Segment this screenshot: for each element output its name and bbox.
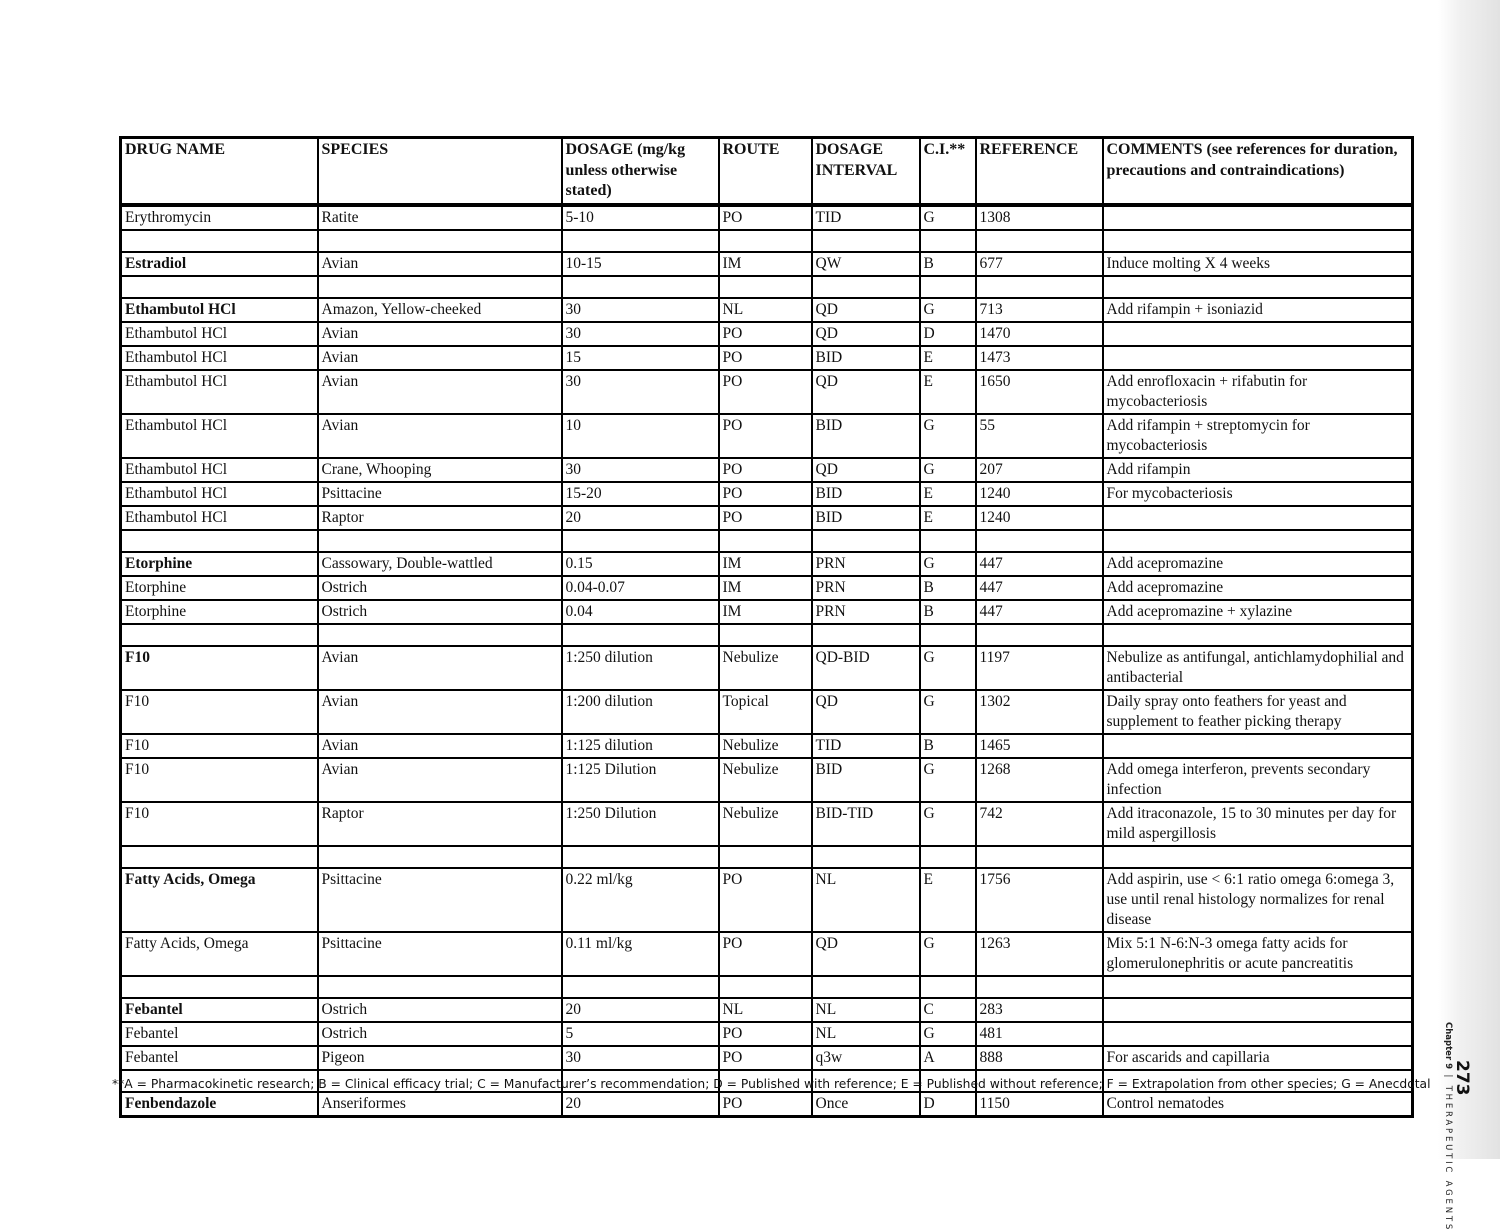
cell-route: PO <box>719 932 812 976</box>
cell-reference: 55 <box>976 414 1103 458</box>
cell-reference: 888 <box>976 1046 1103 1070</box>
cell-reference: 481 <box>976 1022 1103 1046</box>
table-row <box>121 1092 1413 1117</box>
cell-ci <box>920 276 976 298</box>
cell-comments: Add aspirin, use < 6:1 ratio omega 6:omega 3, use until renal histology normalizes for renal disease <box>1103 868 1413 932</box>
cell-reference: 1150 <box>976 1092 1103 1117</box>
header-route: ROUTE <box>719 138 812 205</box>
cell-reference: 1650 <box>976 370 1103 414</box>
cell-dosage: 10-15 <box>562 252 719 276</box>
table-row-spacer <box>121 530 1413 552</box>
cell-reference: 447 <box>976 600 1103 624</box>
header-dosage-interval: DOSAGE INTERVAL <box>812 138 920 205</box>
cell-species: Ostrich <box>318 998 562 1022</box>
cell-drug-name: Febantel <box>121 1046 318 1070</box>
table-body <box>121 205 1413 1117</box>
chapter-separator: | <box>1443 1069 1453 1086</box>
cell-route: PO <box>719 346 812 370</box>
cell-drug-name: Fatty Acids, Omega <box>121 868 318 932</box>
cell-dosage-interval <box>812 230 920 252</box>
cell-reference <box>976 230 1103 252</box>
table-row <box>121 346 1413 370</box>
table-row <box>121 868 1413 932</box>
cell-ci: B <box>920 734 976 758</box>
cell-species: Avian <box>318 370 562 414</box>
cell-reference: 1263 <box>976 932 1103 976</box>
cell-route: PO <box>719 1046 812 1070</box>
cell-dosage: 5 <box>562 1022 719 1046</box>
cell-dosage-interval: QD-BID <box>812 646 920 690</box>
table-row <box>121 932 1413 976</box>
cell-ci <box>920 230 976 252</box>
chapter-side-label <box>1443 1022 1453 1232</box>
cell-dosage <box>562 530 719 552</box>
table-row <box>121 552 1413 576</box>
cell-route: Nebulize <box>719 734 812 758</box>
cell-comments: Induce molting X 4 weeks <box>1103 252 1413 276</box>
cell-ci: E <box>920 346 976 370</box>
cell-comments: Add rifampin + streptomycin for mycobacteriosis <box>1103 414 1413 458</box>
cell-comments: For mycobacteriosis <box>1103 482 1413 506</box>
cell-reference <box>976 976 1103 998</box>
table-row <box>121 576 1413 600</box>
cell-ci: E <box>920 370 976 414</box>
cell-dosage <box>562 976 719 998</box>
table-row <box>121 646 1413 690</box>
cell-drug-name: F10 <box>121 802 318 846</box>
cell-reference: 1756 <box>976 868 1103 932</box>
cell-comments <box>1103 530 1413 552</box>
cell-species: Crane, Whooping <box>318 458 562 482</box>
cell-species: Ostrich <box>318 600 562 624</box>
cell-ci: E <box>920 482 976 506</box>
cell-dosage: 30 <box>562 298 719 322</box>
ci-legend-footnote: **A = Pharmacokinetic research; B = Clinical efficacy trial; C = Manufacturer’s recommendation; D = Published with reference; E = Published without reference; F = Extrapolation from other species; G = Anecdotal <box>112 1077 1431 1091</box>
cell-reference: 1240 <box>976 482 1103 506</box>
cell-drug-name: Febantel <box>121 998 318 1022</box>
cell-dosage: 15-20 <box>562 482 719 506</box>
cell-dosage-interval: BID <box>812 482 920 506</box>
cell-drug-name: F10 <box>121 690 318 734</box>
cell-dosage-interval: QW <box>812 252 920 276</box>
cell-reference: 1465 <box>976 734 1103 758</box>
cell-species: Cassowary, Double-wattled <box>318 552 562 576</box>
cell-route: NL <box>719 998 812 1022</box>
table-row <box>121 322 1413 346</box>
cell-route: PO <box>719 506 812 530</box>
cell-drug-name <box>121 624 318 646</box>
cell-species: Avian <box>318 646 562 690</box>
cell-ci: G <box>920 932 976 976</box>
cell-route: PO <box>719 482 812 506</box>
cell-dosage: 10 <box>562 414 719 458</box>
chapter-section-title: THERAPEUTIC AGENTS <box>1443 1085 1453 1232</box>
cell-comments: Nebulize as antifungal, antichlamydophilial and antibacterial <box>1103 646 1413 690</box>
cell-species: Avian <box>318 414 562 458</box>
cell-dosage-interval: BID <box>812 758 920 802</box>
cell-comments <box>1103 734 1413 758</box>
cell-species <box>318 230 562 252</box>
cell-species: Psittacine <box>318 868 562 932</box>
cell-drug-name <box>121 276 318 298</box>
cell-route <box>719 276 812 298</box>
cell-route: PO <box>719 205 812 230</box>
cell-comments: For ascarids and capillaria <box>1103 1046 1413 1070</box>
table-row <box>121 600 1413 624</box>
cell-dosage: 15 <box>562 346 719 370</box>
cell-dosage: 30 <box>562 458 719 482</box>
cell-comments <box>1103 1022 1413 1046</box>
cell-ci: B <box>920 252 976 276</box>
cell-ci: G <box>920 298 976 322</box>
cell-route <box>719 976 812 998</box>
cell-species <box>318 624 562 646</box>
cell-dosage-interval <box>812 846 920 868</box>
chapter-number: Chapter 9 <box>1443 1022 1453 1070</box>
cell-dosage-interval: PRN <box>812 552 920 576</box>
cell-drug-name: Etorphine <box>121 600 318 624</box>
cell-ci: G <box>920 414 976 458</box>
cell-reference: 207 <box>976 458 1103 482</box>
cell-dosage: 0.22 ml/kg <box>562 868 719 932</box>
cell-ci: G <box>920 646 976 690</box>
table-row-spacer <box>121 624 1413 646</box>
cell-comments: Add rifampin + isoniazid <box>1103 298 1413 322</box>
cell-dosage <box>562 230 719 252</box>
table-row <box>121 414 1413 458</box>
cell-dosage-interval: TID <box>812 205 920 230</box>
cell-drug-name <box>121 230 318 252</box>
cell-route: PO <box>719 868 812 932</box>
cell-species: Pigeon <box>318 1046 562 1070</box>
cell-drug-name: F10 <box>121 734 318 758</box>
cell-species <box>318 846 562 868</box>
page-number: 273 <box>1452 1060 1472 1096</box>
cell-species: Raptor <box>318 506 562 530</box>
cell-dosage-interval: QD <box>812 690 920 734</box>
cell-drug-name <box>121 530 318 552</box>
cell-dosage: 20 <box>562 1092 719 1117</box>
cell-dosage-interval: NL <box>812 1022 920 1046</box>
cell-reference <box>976 530 1103 552</box>
cell-drug-name: Etorphine <box>121 552 318 576</box>
cell-dosage: 1:200 dilution <box>562 690 719 734</box>
cell-comments: Daily spray onto feathers for yeast and supplement to feather picking therapy <box>1103 690 1413 734</box>
cell-species: Ostrich <box>318 576 562 600</box>
cell-reference: 447 <box>976 576 1103 600</box>
cell-drug-name: Erythromycin <box>121 205 318 230</box>
cell-route <box>719 530 812 552</box>
cell-route: PO <box>719 370 812 414</box>
cell-route: IM <box>719 600 812 624</box>
table-row <box>121 482 1413 506</box>
cell-route <box>719 230 812 252</box>
cell-comments: Add rifampin <box>1103 458 1413 482</box>
cell-species: Amazon, Yellow-cheeked <box>318 298 562 322</box>
cell-species: Avian <box>318 758 562 802</box>
cell-reference: 1473 <box>976 346 1103 370</box>
cell-route: Nebulize <box>719 646 812 690</box>
cell-reference: 1197 <box>976 646 1103 690</box>
cell-dosage-interval: BID <box>812 346 920 370</box>
cell-species: Ostrich <box>318 1022 562 1046</box>
cell-dosage: 30 <box>562 370 719 414</box>
cell-dosage-interval: QD <box>812 370 920 414</box>
cell-comments: Add itraconazole, 15 to 30 minutes per day for mild aspergillosis <box>1103 802 1413 846</box>
cell-route: IM <box>719 252 812 276</box>
cell-route: Nebulize <box>719 802 812 846</box>
cell-route: Topical <box>719 690 812 734</box>
cell-route <box>719 846 812 868</box>
cell-dosage: 30 <box>562 322 719 346</box>
cell-dosage-interval: BID-TID <box>812 802 920 846</box>
cell-ci: E <box>920 868 976 932</box>
cell-ci: B <box>920 576 976 600</box>
cell-route: PO <box>719 322 812 346</box>
cell-dosage: 0.15 <box>562 552 719 576</box>
cell-dosage-interval: PRN <box>812 576 920 600</box>
cell-dosage <box>562 624 719 646</box>
cell-ci: D <box>920 1092 976 1117</box>
cell-reference: 283 <box>976 998 1103 1022</box>
cell-dosage-interval <box>812 976 920 998</box>
cell-ci: C <box>920 998 976 1022</box>
cell-dosage-interval: QD <box>812 322 920 346</box>
cell-reference <box>976 624 1103 646</box>
cell-comments <box>1103 976 1413 998</box>
cell-dosage: 1:250 dilution <box>562 646 719 690</box>
cell-drug-name: F10 <box>121 758 318 802</box>
cell-dosage: 1:125 Dilution <box>562 758 719 802</box>
table-row-spacer <box>121 846 1413 868</box>
table-row <box>121 252 1413 276</box>
cell-route: PO <box>719 1022 812 1046</box>
cell-drug-name: Fenbendazole <box>121 1092 318 1117</box>
cell-drug-name: Ethambutol HCl <box>121 346 318 370</box>
cell-dosage-interval: BID <box>812 506 920 530</box>
cell-reference: 447 <box>976 552 1103 576</box>
cell-route: PO <box>719 458 812 482</box>
cell-reference: 713 <box>976 298 1103 322</box>
table-row-spacer <box>121 230 1413 252</box>
cell-route: IM <box>719 576 812 600</box>
cell-drug-name: Ethambutol HCl <box>121 506 318 530</box>
drug-dosage-table <box>119 136 1414 1118</box>
cell-ci: G <box>920 552 976 576</box>
cell-ci: G <box>920 458 976 482</box>
cell-species: Anseriformes <box>318 1092 562 1117</box>
page-edge-shade <box>1438 0 1500 1159</box>
cell-dosage-interval: BID <box>812 414 920 458</box>
cell-ci: G <box>920 758 976 802</box>
header-comments: COMMENTS (see references for duration, precautions and contraindications) <box>1103 138 1413 205</box>
cell-route: NL <box>719 298 812 322</box>
cell-species: Avian <box>318 322 562 346</box>
cell-ci <box>920 624 976 646</box>
cell-dosage-interval: NL <box>812 868 920 932</box>
table-row <box>121 370 1413 414</box>
cell-species: Psittacine <box>318 482 562 506</box>
cell-dosage: 5-10 <box>562 205 719 230</box>
cell-species: Raptor <box>318 802 562 846</box>
cell-comments <box>1103 846 1413 868</box>
cell-reference: 1240 <box>976 506 1103 530</box>
cell-dosage: 20 <box>562 506 719 530</box>
header-species: SPECIES <box>318 138 562 205</box>
cell-comments: Add acepromazine <box>1103 552 1413 576</box>
cell-dosage-interval: QD <box>812 932 920 976</box>
cell-reference: 1268 <box>976 758 1103 802</box>
cell-species: Avian <box>318 734 562 758</box>
cell-species <box>318 976 562 998</box>
cell-comments: Add omega interferon, prevents secondary infection <box>1103 758 1413 802</box>
cell-ci: G <box>920 802 976 846</box>
header-ci: C.I.** <box>920 138 976 205</box>
cell-reference: 1470 <box>976 322 1103 346</box>
cell-reference <box>976 276 1103 298</box>
cell-ci: D <box>920 322 976 346</box>
cell-ci <box>920 976 976 998</box>
cell-reference: 742 <box>976 802 1103 846</box>
cell-comments <box>1103 998 1413 1022</box>
cell-species <box>318 276 562 298</box>
cell-ci: G <box>920 205 976 230</box>
cell-comments: Add acepromazine + xylazine <box>1103 600 1413 624</box>
cell-route: PO <box>719 414 812 458</box>
cell-dosage-interval: Once <box>812 1092 920 1117</box>
table-header-row <box>121 138 1413 205</box>
cell-dosage: 1:250 Dilution <box>562 802 719 846</box>
cell-dosage: 0.04-0.07 <box>562 576 719 600</box>
cell-comments <box>1103 624 1413 646</box>
cell-dosage-interval: NL <box>812 998 920 1022</box>
table-row <box>121 758 1413 802</box>
table-row-spacer <box>121 276 1413 298</box>
cell-dosage: 0.11 ml/kg <box>562 932 719 976</box>
cell-comments <box>1103 276 1413 298</box>
cell-ci <box>920 530 976 552</box>
table-row <box>121 1046 1413 1070</box>
cell-drug-name: Ethambutol HCl <box>121 458 318 482</box>
table-row-spacer <box>121 976 1413 998</box>
cell-drug-name: Ethambutol HCl <box>121 370 318 414</box>
cell-comments <box>1103 506 1413 530</box>
cell-dosage-interval: QD <box>812 298 920 322</box>
table-row <box>121 506 1413 530</box>
cell-dosage: 20 <box>562 998 719 1022</box>
cell-comments <box>1103 230 1413 252</box>
header-reference: REFERENCE <box>976 138 1103 205</box>
table-row <box>121 734 1413 758</box>
cell-dosage-interval <box>812 530 920 552</box>
cell-reference: 677 <box>976 252 1103 276</box>
cell-species: Ratite <box>318 205 562 230</box>
cell-comments: Control nematodes <box>1103 1092 1413 1117</box>
cell-dosage-interval <box>812 276 920 298</box>
table-row <box>121 298 1413 322</box>
cell-route <box>719 624 812 646</box>
header-dosage: DOSAGE (mg/kg unless otherwise stated) <box>562 138 719 205</box>
cell-ci: B <box>920 600 976 624</box>
cell-dosage-interval <box>812 624 920 646</box>
cell-ci: G <box>920 1022 976 1046</box>
cell-species: Avian <box>318 690 562 734</box>
cell-dosage-interval: QD <box>812 458 920 482</box>
table-row <box>121 1022 1413 1046</box>
cell-comments <box>1103 205 1413 230</box>
cell-drug-name: Ethambutol HCl <box>121 414 318 458</box>
cell-species: Avian <box>318 252 562 276</box>
cell-drug-name: Ethambutol HCl <box>121 298 318 322</box>
cell-reference: 1302 <box>976 690 1103 734</box>
cell-dosage: 1:125 dilution <box>562 734 719 758</box>
cell-dosage <box>562 846 719 868</box>
cell-reference: 1308 <box>976 205 1103 230</box>
cell-ci: E <box>920 506 976 530</box>
cell-route: PO <box>719 1092 812 1117</box>
cell-dosage: 30 <box>562 1046 719 1070</box>
cell-comments <box>1103 346 1413 370</box>
cell-dosage: 0.04 <box>562 600 719 624</box>
cell-drug-name: Ethambutol HCl <box>121 482 318 506</box>
table-row <box>121 458 1413 482</box>
cell-drug-name <box>121 976 318 998</box>
cell-route: IM <box>719 552 812 576</box>
cell-comments: Add enrofloxacin + rifabutin for mycobacteriosis <box>1103 370 1413 414</box>
cell-dosage-interval: PRN <box>812 600 920 624</box>
cell-ci: A <box>920 1046 976 1070</box>
table-row <box>121 998 1413 1022</box>
cell-reference <box>976 846 1103 868</box>
table-row <box>121 802 1413 846</box>
table-row <box>121 690 1413 734</box>
cell-comments <box>1103 322 1413 346</box>
cell-species: Psittacine <box>318 932 562 976</box>
cell-drug-name: F10 <box>121 646 318 690</box>
cell-route: Nebulize <box>719 758 812 802</box>
cell-comments: Add acepromazine <box>1103 576 1413 600</box>
cell-drug-name: Etorphine <box>121 576 318 600</box>
table-row <box>121 205 1413 230</box>
header-drug-name: DRUG NAME <box>121 138 318 205</box>
cell-drug-name: Ethambutol HCl <box>121 322 318 346</box>
cell-ci <box>920 846 976 868</box>
cell-comments: Mix 5:1 N-6:N-3 omega fatty acids for glomerulonephritis or acute pancreatitis <box>1103 932 1413 976</box>
cell-drug-name: Fatty Acids, Omega <box>121 932 318 976</box>
cell-species <box>318 530 562 552</box>
cell-drug-name <box>121 846 318 868</box>
cell-ci: G <box>920 690 976 734</box>
cell-dosage-interval: q3w <box>812 1046 920 1070</box>
cell-dosage-interval: TID <box>812 734 920 758</box>
cell-drug-name: Estradiol <box>121 252 318 276</box>
cell-drug-name: Febantel <box>121 1022 318 1046</box>
cell-dosage <box>562 276 719 298</box>
cell-species: Avian <box>318 346 562 370</box>
